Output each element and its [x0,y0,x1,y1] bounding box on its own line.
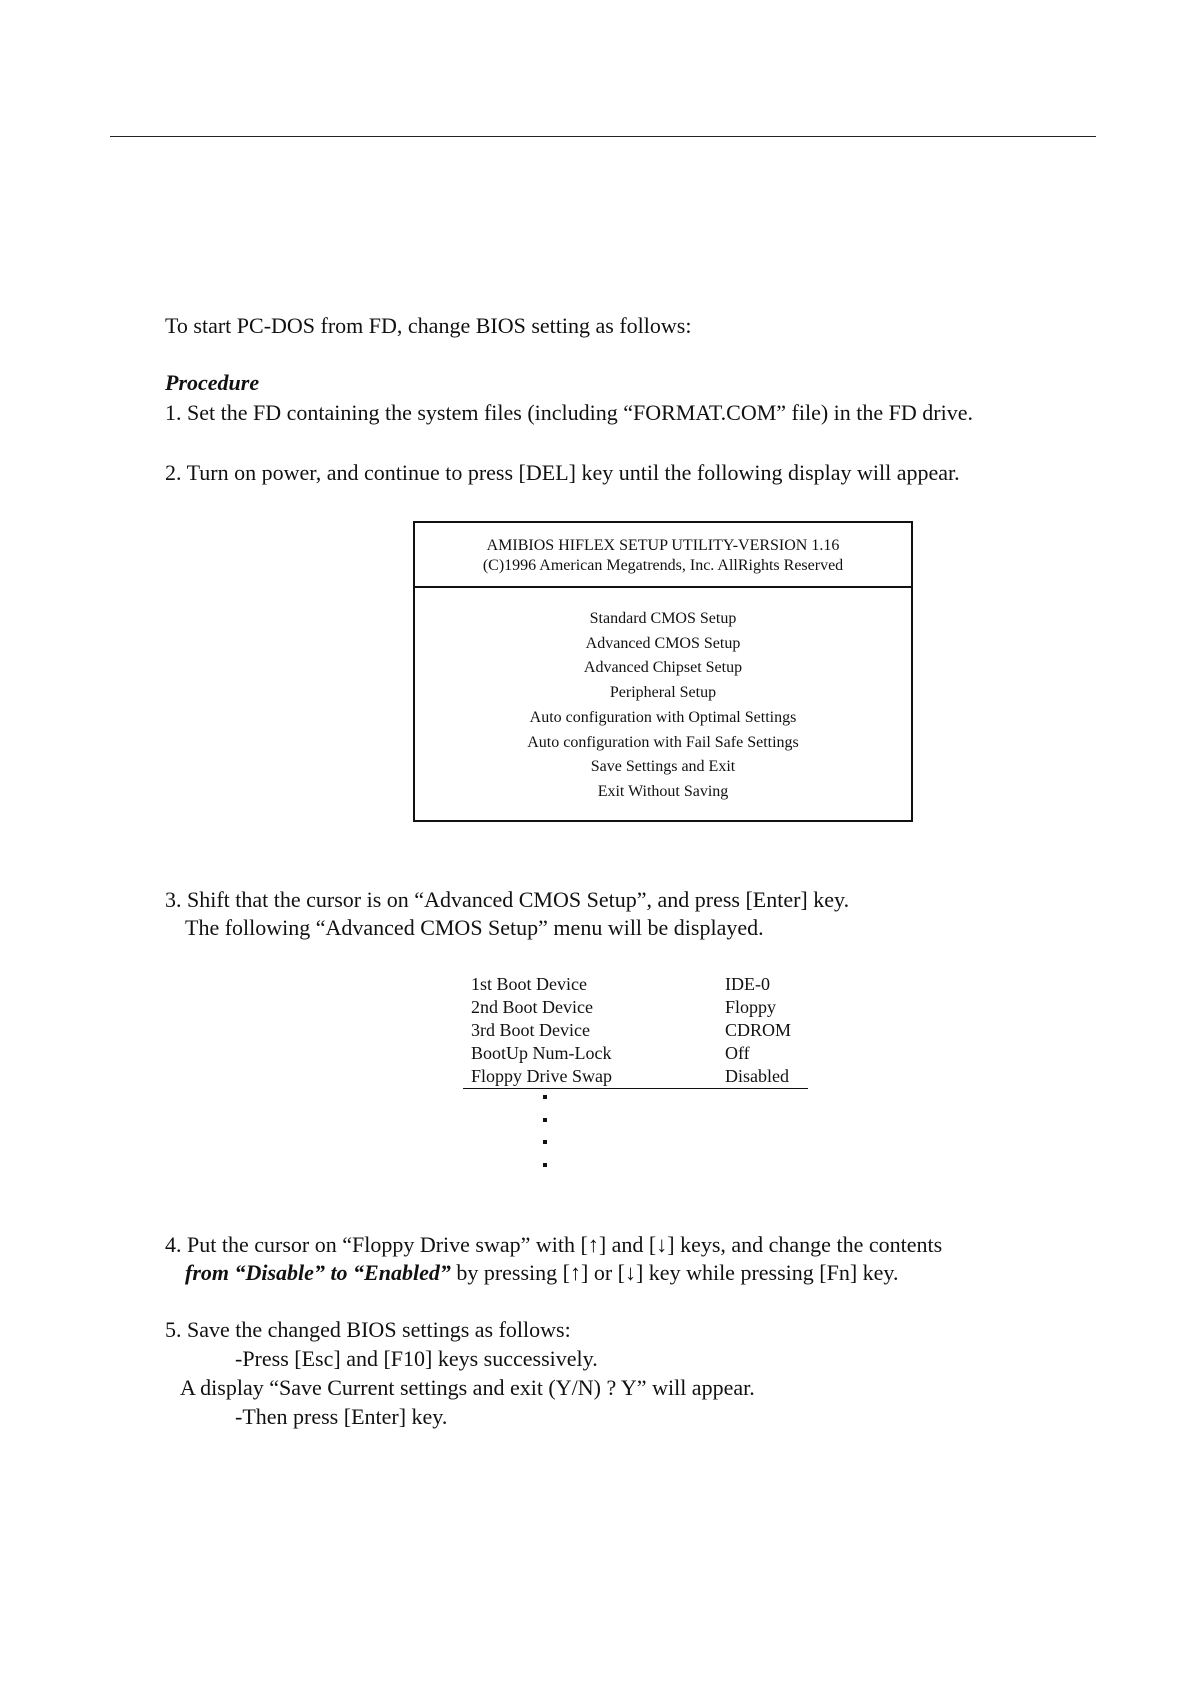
dot [543,1095,547,1099]
bios-copyright: (C)1996 American Megatrends, Inc. AllRights Reserved [482,557,844,574]
step-5-line-4: -Then press [Enter] key. [235,1404,448,1429]
header-rule [110,136,1096,137]
cmos-value: Disabled [725,1066,789,1086]
cmos-row[interactable] [463,1042,808,1065]
dot [543,1140,547,1144]
step-3-line-2: The following “Advanced CMOS Setup” menu will be displayed. [185,915,764,940]
cmos-label: 2nd Boot Device [471,997,593,1017]
dot [543,1163,547,1167]
cmos-label: BootUp Num-Lock [471,1043,612,1063]
cmos-value: Off [725,1043,750,1063]
step-4-line-2 [185,1259,899,1287]
bios-setup-screen [413,521,913,822]
step-3-line-1: 3. Shift that the cursor is on “Advanced CMOS Setup”, and press [Enter] key. [165,887,850,912]
bios-menu-item[interactable]: Auto configuration with Fail Safe Settings [527,733,799,751]
step-4-rest: by pressing [↑] or [↓] key while pressing [Fn] key. [450,1260,899,1285]
bios-menu-item[interactable]: Save Settings and Exit [590,758,736,776]
step-5-line-3: A display “Save Current settings and exit (Y/N) ? Y” will appear. [180,1375,755,1400]
bios-menu-item[interactable]: Standard CMOS Setup [589,610,737,627]
cmos-row-selected[interactable] [463,1065,808,1089]
cmos-label: 1st Boot Device [471,974,587,994]
advanced-cmos-menu [463,973,808,1089]
step-5-line-2: -Press [Esc] and [F10] keys successively. [235,1346,598,1371]
bios-menu-item[interactable]: Advanced Chipset Setup [583,659,743,677]
cmos-label: Floppy Drive Swap [471,1066,612,1086]
continuation-dots [543,1095,551,1185]
step-5-line-1: 5. Save the changed BIOS settings as follows: [165,1317,571,1342]
cmos-value: IDE-0 [725,974,770,994]
bios-title: AMIBIOS HIFLEX SETUP UTILITY-VERSION 1.16 [486,537,840,554]
bios-header [415,523,911,588]
step-1: 1. Set the FD containing the system files (including “FORMAT.COM” file) in the FD drive. [165,400,973,425]
bios-menu-item[interactable]: Exit Without Saving [597,782,729,800]
cmos-value: Floppy [725,997,777,1017]
cmos-row[interactable] [463,996,808,1019]
intro-text: To start PC-DOS from FD, change BIOS setting as follows: [165,313,692,338]
step-2: 2. Turn on power, and continue to press [DEL] key until the following display will appear. [165,460,960,485]
bios-menu-item[interactable]: Advanced CMOS Setup [585,634,741,652]
step-4-emphasis: from “Disable” to “Enabled” [185,1260,451,1285]
cmos-label: 3rd Boot Device [471,1020,590,1040]
step-4-line-1: 4. Put the cursor on “Floppy Drive swap” with [↑] and [↓] keys, and change the contents [165,1232,943,1257]
cmos-value: CDROM [725,1020,792,1040]
bios-menu-item[interactable]: Peripheral Setup [609,684,717,702]
dot [543,1118,547,1122]
cmos-row[interactable] [463,1019,808,1042]
procedure-heading: Procedure [165,370,260,395]
bios-menu [415,607,911,805]
cmos-row[interactable] [463,973,808,996]
bios-menu-item[interactable]: Auto configuration with Optimal Settings [529,708,797,726]
